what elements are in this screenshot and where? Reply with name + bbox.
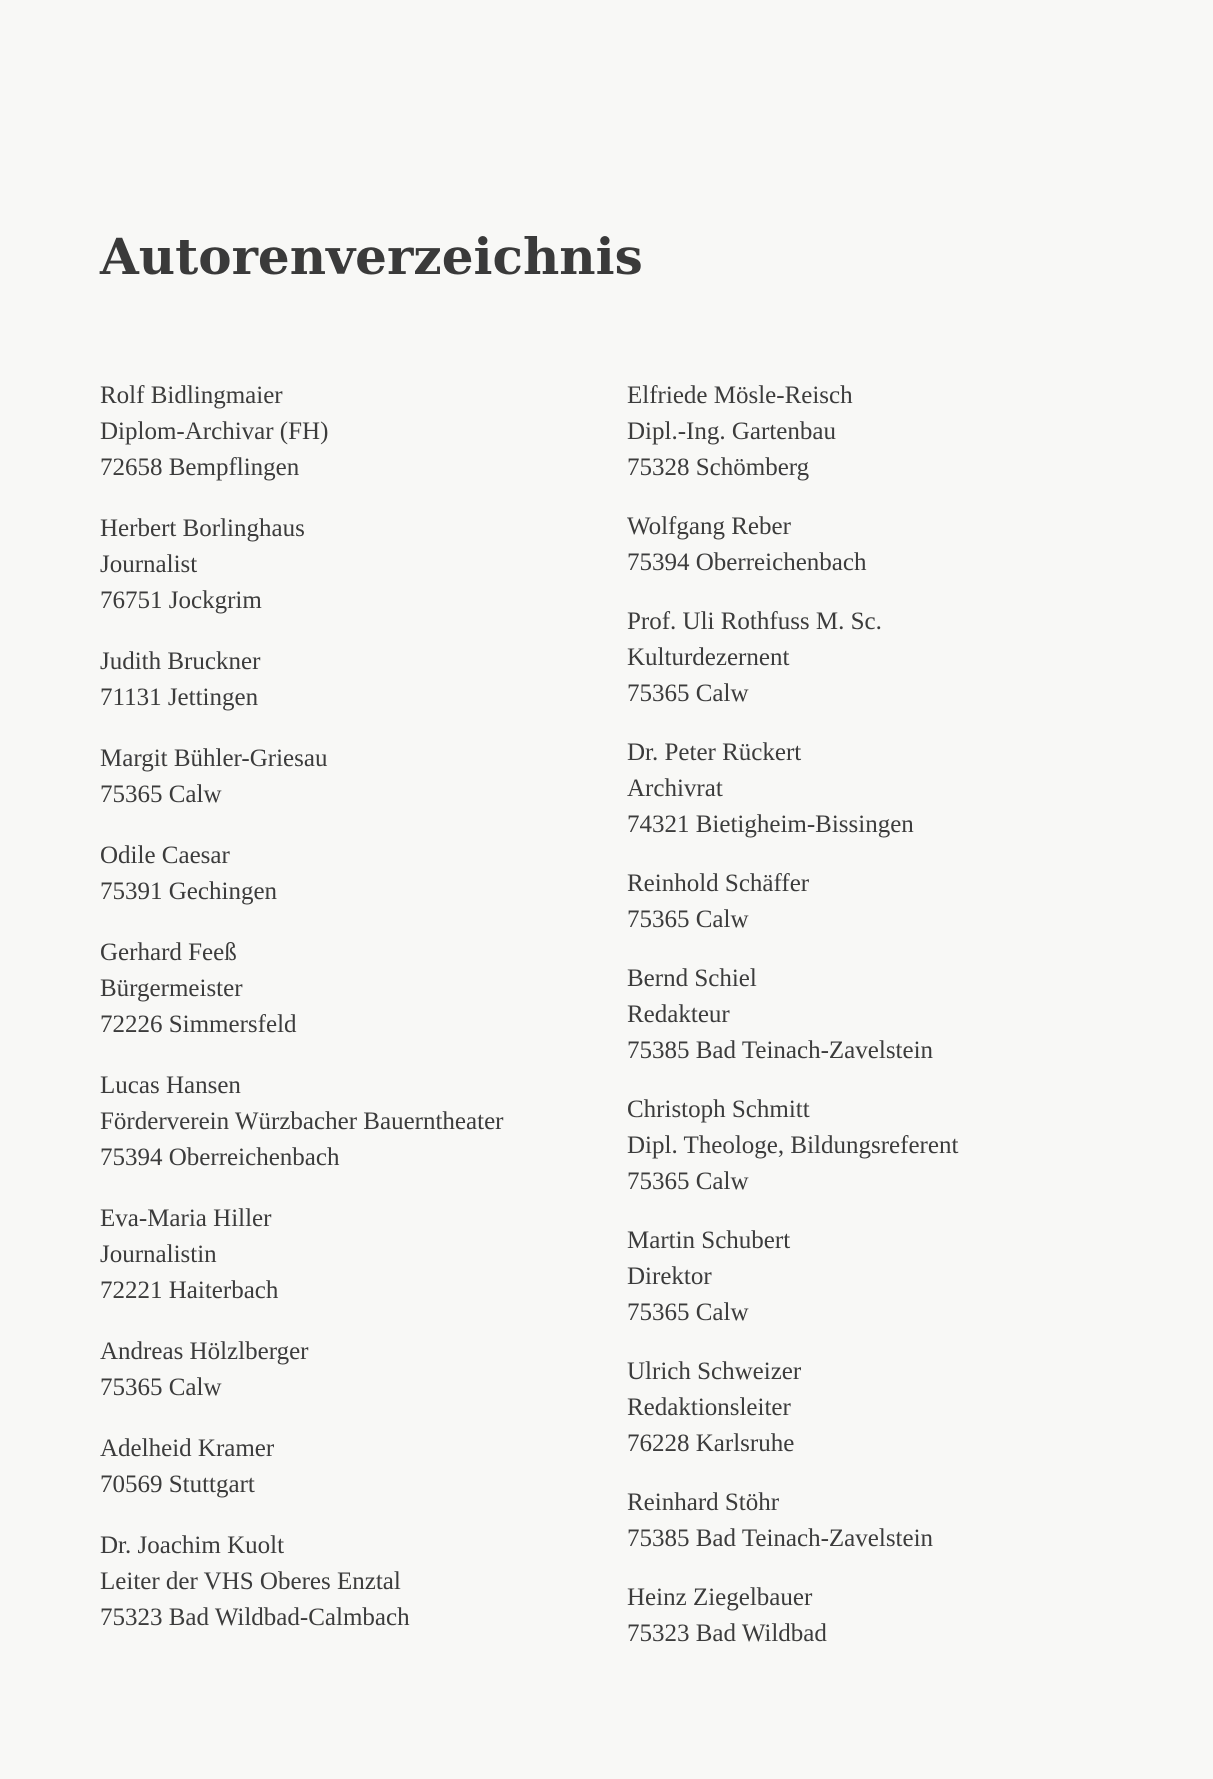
author-name: Lucas Hansen	[100, 1072, 241, 1099]
author-name: Bernd Schiel	[627, 965, 757, 992]
author-role: Dipl. Theologe, Bildungsreferent	[627, 1132, 959, 1159]
author-entry	[100, 741, 620, 813]
author-entry	[627, 378, 1147, 486]
author-location: 71131 Jettingen	[100, 684, 259, 711]
author-entry	[627, 1223, 1147, 1331]
author-name: Dr. Joachim Kuolt	[100, 1532, 285, 1559]
author-location: 76751 Jockgrim	[100, 587, 262, 614]
author-role: Direktor	[627, 1263, 712, 1290]
author-entry	[627, 1354, 1147, 1462]
author-entry	[100, 644, 620, 716]
author-name: Ulrich Schweizer	[627, 1358, 802, 1385]
author-name: Elfriede Mösle-Reisch	[627, 382, 853, 409]
author-role: Redakteur	[627, 1001, 730, 1028]
author-role: Journalistin	[100, 1241, 217, 1268]
author-name: Prof. Uli Rothfuss M. Sc.	[627, 608, 882, 635]
author-entry	[627, 866, 1147, 938]
author-name: Eva-Maria Hiller	[100, 1205, 272, 1232]
author-location: 75323 Bad Wildbad	[627, 1620, 827, 1647]
author-role: Dipl.-Ing. Gartenbau	[627, 418, 836, 445]
author-location: 75365 Calw	[100, 1374, 222, 1401]
author-name: Heinz Ziegelbauer	[627, 1584, 813, 1611]
page-title: Autorenverzeichnis	[100, 227, 643, 286]
author-name: Odile Caesar	[100, 842, 230, 869]
author-location: 74321 Bietigheim-Bissingen	[627, 811, 914, 838]
author-name: Margit Bühler-Griesau	[100, 745, 328, 772]
author-name: Adelheid Kramer	[100, 1435, 275, 1462]
author-location: 75323 Bad Wildbad-Calmbach	[100, 1604, 410, 1631]
author-entry	[100, 1201, 620, 1309]
author-name: Andreas Hölzlberger	[100, 1338, 309, 1365]
author-location: 75365 Calw	[627, 1299, 749, 1326]
author-entry	[100, 935, 620, 1043]
author-entry	[100, 1068, 620, 1176]
author-list-left	[100, 378, 620, 1661]
author-role: Journalist	[100, 551, 198, 578]
author-entry	[100, 511, 620, 619]
author-location: 75365 Calw	[627, 680, 749, 707]
author-location: 75328 Schömberg	[627, 454, 810, 481]
author-name: Gerhard Feeß	[100, 939, 237, 966]
author-entry	[627, 1092, 1147, 1200]
author-name: Martin Schubert	[627, 1227, 791, 1254]
author-location: 75365 Calw	[627, 1168, 749, 1195]
author-location: 70569 Stuttgart	[100, 1471, 255, 1498]
author-name: Judith Bruckner	[100, 648, 261, 675]
author-name: Dr. Peter Rückert	[627, 739, 802, 766]
author-entry	[100, 378, 620, 486]
author-entry	[627, 961, 1147, 1069]
author-location: 75365 Calw	[627, 906, 749, 933]
author-name: Wolfgang Reber	[627, 513, 791, 540]
author-location: 76228 Karlsruhe	[627, 1430, 795, 1457]
author-entry	[627, 509, 1147, 581]
author-location: 72658 Bempflingen	[100, 454, 300, 481]
author-name: Christoph Schmitt	[627, 1096, 810, 1123]
author-name: Herbert Borlinghaus	[100, 515, 305, 542]
author-location: 72221 Haiterbach	[100, 1277, 279, 1304]
author-entry	[100, 1528, 620, 1636]
author-role: Bürgermeister	[100, 975, 243, 1002]
author-role: Kulturdezernent	[627, 644, 790, 671]
author-location: 75391 Gechingen	[100, 878, 278, 905]
author-location: 75365 Calw	[100, 781, 222, 808]
author-role: Diplom-Archivar (FH)	[100, 418, 329, 445]
author-role: Förderverein Würzbacher Bauerntheater	[100, 1108, 504, 1135]
author-entry	[627, 1580, 1147, 1652]
author-location: 75394 Oberreichenbach	[100, 1144, 340, 1171]
author-role: Archivrat	[627, 775, 723, 802]
author-role: Redaktionsleiter	[627, 1394, 791, 1421]
author-list-right	[627, 378, 1147, 1675]
author-entry	[627, 604, 1147, 712]
author-name: Rolf Bidlingmaier	[100, 382, 283, 409]
author-entry	[627, 735, 1147, 843]
author-location: 75385 Bad Teinach-Zavelstein	[627, 1525, 934, 1552]
author-entry	[100, 1334, 620, 1406]
author-role: Leiter der VHS Oberes Enztal	[100, 1568, 401, 1595]
author-name: Reinhold Schäffer	[627, 870, 810, 897]
author-name: Reinhard Stöhr	[627, 1489, 780, 1516]
author-entry	[100, 838, 620, 910]
author-entry	[100, 1431, 620, 1503]
author-location: 75394 Oberreichenbach	[627, 549, 867, 576]
author-location: 72226 Simmersfeld	[100, 1011, 297, 1038]
author-location: 75385 Bad Teinach-Zavelstein	[627, 1037, 934, 1064]
author-entry	[627, 1485, 1147, 1557]
